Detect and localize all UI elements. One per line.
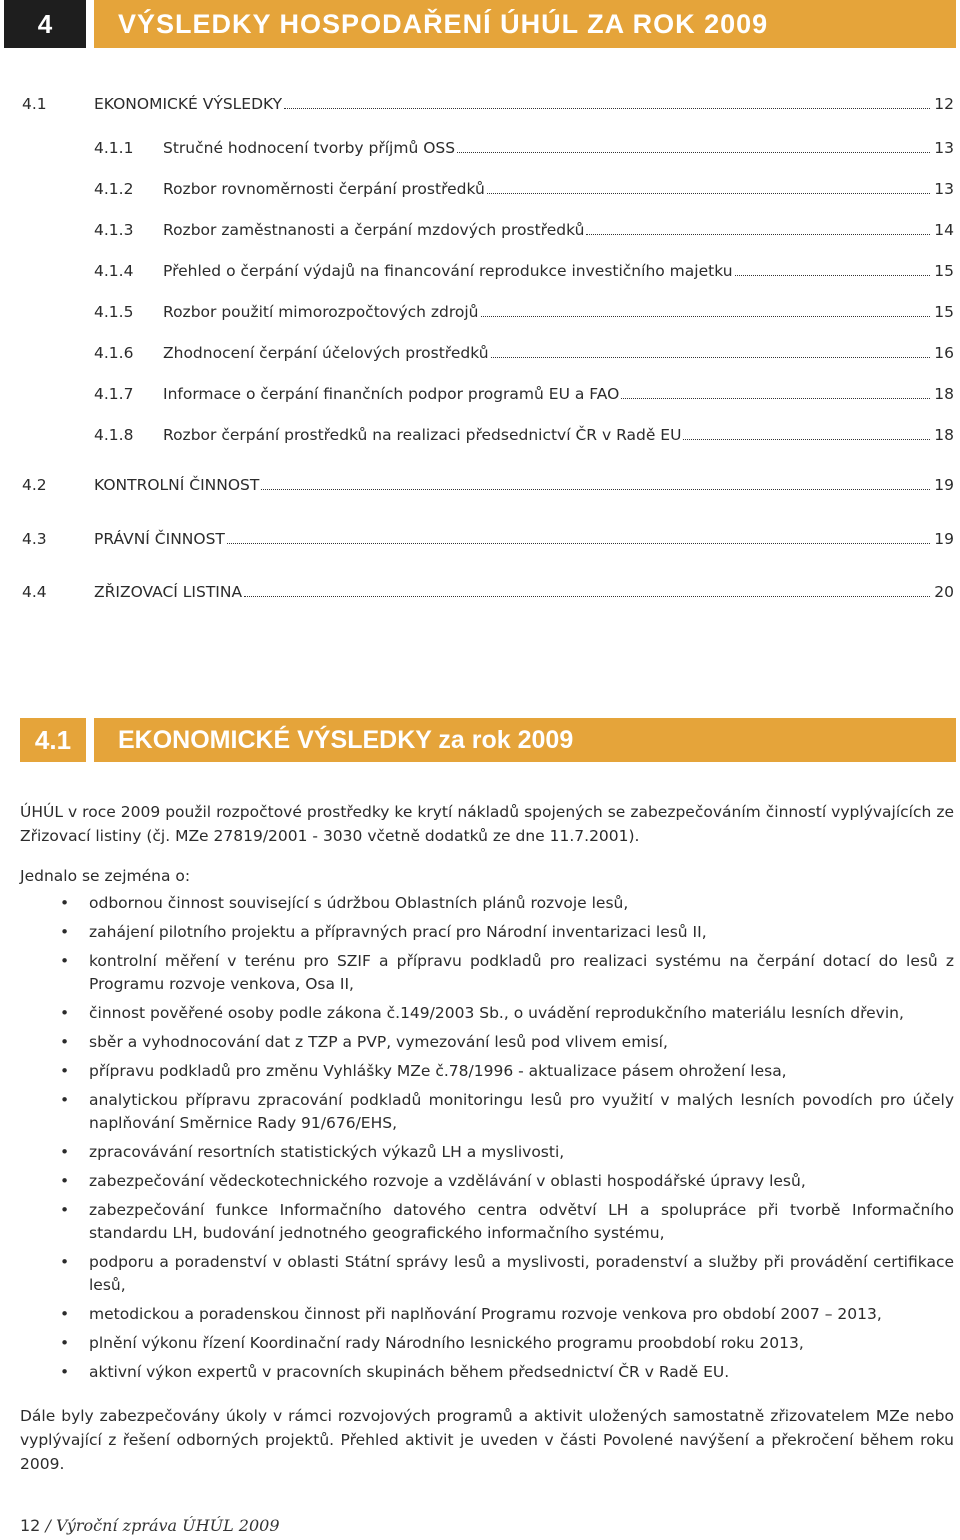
- list-lead: Jednalo se zejména o:: [20, 867, 191, 885]
- toc-entry[interactable]: [0, 471, 960, 495]
- toc-entry-title: EKONOMICKÉ VÝSLEDKY: [94, 95, 283, 113]
- toc-entry[interactable]: [0, 134, 960, 158]
- toc-entry-number: 4.1.5: [94, 303, 134, 321]
- bullet-icon: •: [60, 894, 70, 912]
- bullet-icon: •: [60, 1143, 70, 1161]
- toc-leader-dots: [481, 316, 931, 317]
- section-number: 4.1: [20, 718, 86, 762]
- toc-leader-dots: [457, 152, 930, 153]
- toc-entry-title: PRÁVNÍ ČINNOST: [94, 530, 225, 548]
- toc-leader-dots: [621, 398, 930, 399]
- toc-entry-title: ZŘIZOVACÍ LISTINA: [94, 583, 243, 601]
- list-item-text: přípravu podkladů pro změnu Vyhlášky MZe č.78/1996 - aktualizace pásem ohrožení lesa,: [89, 1062, 787, 1080]
- toc-entry[interactable]: [0, 578, 960, 602]
- footer-page-number: 12: [20, 1516, 41, 1535]
- list-item-text: aktivní výkon expertů v pracovních skupinách během předsednictví ČR v Radě EU.: [89, 1363, 730, 1381]
- toc-leader-dots: [735, 275, 931, 276]
- toc-leader-dots: [491, 357, 931, 358]
- list-item-text: plnění výkonu řízení Koordinační rady Národního lesnického programu proobdobí roku 2013,: [89, 1334, 804, 1352]
- bullet-icon: •: [60, 1201, 70, 1219]
- toc-entry-number: 4.1.1: [94, 139, 134, 157]
- list-item-text: odbornou činnost související s údržbou Oblastních plánů rozvoje lesů,: [89, 894, 629, 912]
- list-item: [60, 1361, 954, 1384]
- list-item-text: kontrolní měření v terénu pro SZIF a přípravu podkladů pro realizaci systému na čerpání dotací do lesů z Programu rozvoje venkova, Osa II,: [89, 952, 954, 993]
- list-item-text: podporu a poradenství v oblasti Státní správy lesů a myslivosti, poradenství a služby při provádění certifikace lesů,: [89, 1253, 954, 1294]
- list-item: [60, 1060, 954, 1083]
- list-item-text: metodickou a poradenskou činnost při naplňování Programu rozvoje venkova pro období 2007 – 2013,: [89, 1305, 882, 1323]
- bullet-icon: •: [60, 1305, 70, 1323]
- list-item-text: zabezpečování vědeckotechnického rozvoje a vzdělávání v oblasti hospodářské úpravy lesů,: [89, 1172, 806, 1190]
- list-item: [60, 892, 954, 915]
- toc-entry-page: 13: [934, 180, 954, 198]
- toc-entry-number: 4.1.6: [94, 344, 134, 362]
- toc-leader-dots: [261, 489, 930, 490]
- closing-paragraph: Dále byly zabezpečovány úkoly v rámci rozvojových programů a aktivit uložených samostatně zřizovatelem MZe nebo vyplývající z řešení odborných projektů. Přehled aktivit je uveden v části Povolené navýšení a překročení během roku 2009.: [20, 1407, 954, 1473]
- toc-entry-page: 18: [934, 426, 954, 444]
- toc-entry-title: Informace o čerpání finančních podpor programů EU a FAO: [163, 385, 620, 403]
- bullet-icon: •: [60, 952, 70, 970]
- footer-separator: /: [45, 1516, 51, 1535]
- toc-entry[interactable]: [0, 257, 960, 281]
- toc-entry-number: 4.4: [22, 583, 47, 601]
- toc-entry-page: 14: [934, 221, 954, 239]
- list-item: [60, 1031, 954, 1054]
- list-item: [60, 921, 954, 944]
- toc-entry-page: 20: [934, 583, 954, 601]
- list-item: [60, 1170, 954, 1193]
- toc-entry-page: 19: [934, 530, 954, 548]
- toc-entry-number: 4.1.8: [94, 426, 134, 444]
- toc-entry-title: Rozbor zaměstnanosti a čerpání mzdových prostředků: [163, 221, 585, 239]
- bullet-icon: •: [60, 1363, 70, 1381]
- toc-leader-dots: [227, 543, 930, 544]
- activity-list: [60, 892, 954, 1384]
- bullet-icon: •: [60, 1253, 70, 1271]
- toc-leader-dots: [586, 234, 930, 235]
- list-item-text: zpracovávání resortních statistických výkazů LH a myslivosti,: [89, 1143, 565, 1161]
- toc-leader-dots: [284, 108, 930, 109]
- chapter-number: 4: [4, 0, 86, 48]
- bullet-icon: •: [60, 1091, 70, 1109]
- toc-entry[interactable]: [0, 525, 960, 549]
- toc-entry-title: Zhodnocení čerpání účelových prostředků: [163, 344, 489, 362]
- list-item: [60, 1303, 954, 1326]
- chapter-title: VÝSLEDKY HOSPODAŘENÍ ÚHÚL ZA ROK 2009: [94, 0, 956, 48]
- list-item-text: zabezpečování funkce Informačního datového centra odvětví LH a spolupráce při tvorbě Informačního standardu LH, budování jednotného geografického informačního systému,: [89, 1201, 954, 1242]
- list-item: [60, 950, 954, 996]
- toc-entry-number: 4.1.4: [94, 262, 134, 280]
- footer-title: Výroční zpráva ÚHÚL 2009: [55, 1516, 280, 1535]
- toc-entry-title: Stručné hodnocení tvorby příjmů OSS: [163, 139, 456, 157]
- list-item-text: sběr a vyhodnocování dat z TZP a PVP, vymezování lesů pod vlivem emisí,: [89, 1033, 668, 1051]
- toc-entry-number: 4.2: [22, 476, 47, 494]
- intro-paragraph: ÚHÚL v roce 2009 použil rozpočtové prostředky ke krytí nákladů spojených se zabezpečováním činností vyplývajících ze Zřizovací listiny (čj. MZe 27819/2001 - 3030 včetně dodatků ze dne 11.7.2001).: [20, 803, 954, 845]
- toc-entry-number: 4.3: [22, 530, 47, 548]
- toc-entry[interactable]: [0, 421, 960, 445]
- toc-entry-title: Rozbor použití mimorozpočtových zdrojů: [163, 303, 479, 321]
- toc-leader-dots: [487, 193, 930, 194]
- toc-entry-number: 4.1.7: [94, 385, 134, 403]
- toc-entry-page: 18: [934, 385, 954, 403]
- toc-entry-page: 12: [934, 95, 954, 113]
- toc-entry-number: 4.1: [22, 95, 47, 113]
- bullet-icon: •: [60, 1334, 70, 1352]
- bullet-icon: •: [60, 1033, 70, 1051]
- list-item: [60, 1089, 954, 1135]
- page-footer: [20, 1516, 280, 1535]
- list-item-text: analytickou přípravu zpracování podkladů monitoringu lesů pro využití v malých lesních povodích pro účely naplňování Směrnice Rady 91/676/EHS,: [89, 1091, 954, 1132]
- toc-entry-page: 19: [934, 476, 954, 494]
- toc-entry-title: Rozbor rovnoměrnosti čerpání prostředků: [163, 180, 485, 198]
- toc-leader-dots: [683, 439, 930, 440]
- toc-entry[interactable]: [0, 216, 960, 240]
- toc-entry-title: Rozbor čerpání prostředků na realizaci předsednictví ČR v Radě EU: [163, 426, 682, 444]
- bullet-icon: •: [60, 1062, 70, 1080]
- toc-entry[interactable]: [0, 175, 960, 199]
- list-item: [60, 1002, 954, 1025]
- list-item-text: zahájení pilotního projektu a přípravných prací pro Národní inventarizaci lesů II,: [89, 923, 707, 941]
- section-title: EKONOMICKÉ VÝSLEDKY za rok 2009: [94, 718, 956, 762]
- toc-entry-title: Přehled o čerpání výdajů na financování reprodukce investičního majetku: [163, 262, 733, 280]
- toc-entry-page: 16: [934, 344, 954, 362]
- list-item-text: činnost pověřené osoby podle zákona č.149/2003 Sb., o uvádění reprodukčního materiálu lesních dřevin,: [89, 1004, 904, 1022]
- toc-entry-title: KONTROLNÍ ČINNOST: [94, 476, 260, 494]
- toc-entry[interactable]: [0, 90, 960, 114]
- toc-entry-page: 13: [934, 139, 954, 157]
- bullet-icon: •: [60, 923, 70, 941]
- list-item: [60, 1251, 954, 1297]
- toc-entry-number: 4.1.3: [94, 221, 134, 239]
- toc-entry-number: 4.1.2: [94, 180, 134, 198]
- toc-entry[interactable]: [0, 380, 960, 404]
- list-item: [60, 1199, 954, 1245]
- bullet-icon: •: [60, 1004, 70, 1022]
- toc-leader-dots: [244, 596, 930, 597]
- list-item: [60, 1332, 954, 1355]
- toc-entry-page: 15: [934, 262, 954, 280]
- toc-entry-page: 15: [934, 303, 954, 321]
- toc-entry[interactable]: [0, 298, 960, 322]
- bullet-icon: •: [60, 1172, 70, 1190]
- list-item: [60, 1141, 954, 1164]
- toc-entry[interactable]: [0, 339, 960, 363]
